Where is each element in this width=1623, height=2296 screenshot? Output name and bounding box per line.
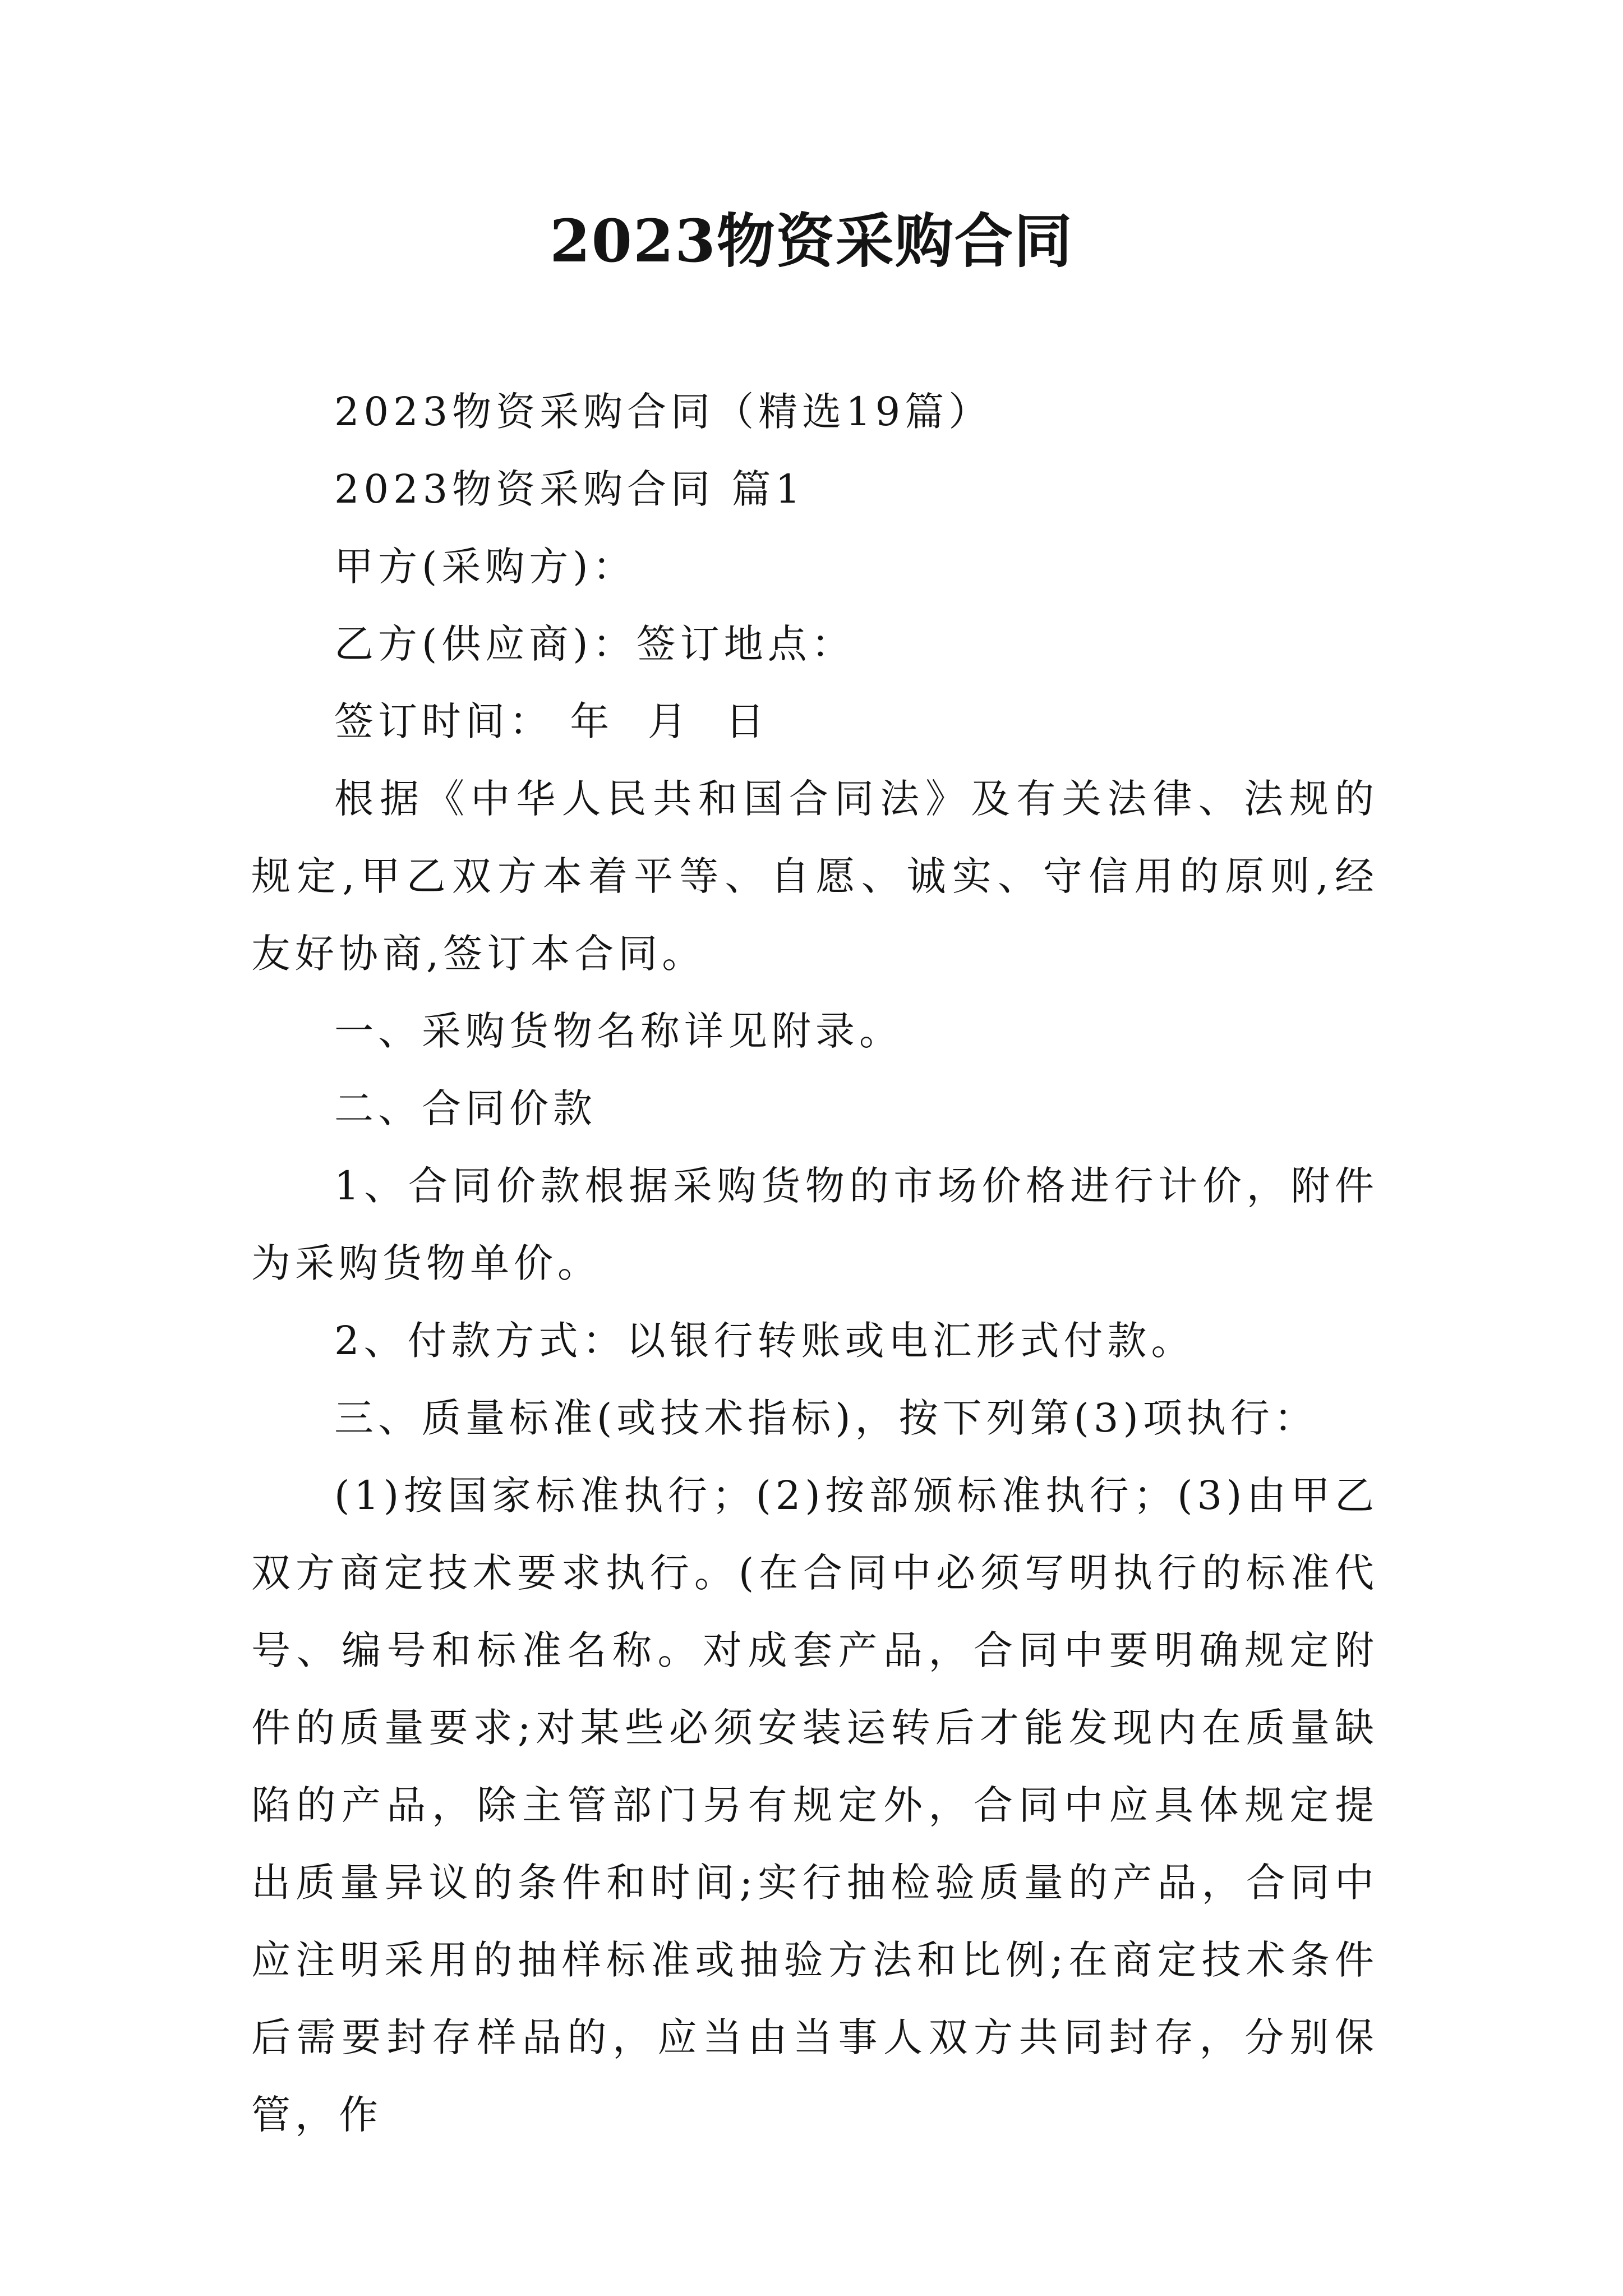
document-body — [251, 373, 1378, 2154]
paragraph-clause-2-item-2: 2、付款方式：以银行转账或电汇形式付款。 — [334, 1318, 1195, 1364]
paragraph-subtitle: 2023物资采购合同（精选19篇） — [334, 389, 993, 435]
paragraph-preamble: 根据《中华人民共和国合同法》及有关法律、法规的规定,甲乙双方本着平等、自愿、诚实、守信用的原则,经友好协商,签订本合同。 — [251, 776, 1378, 977]
paragraph-clause-2-item-1: 1、合同价款根据采购货物的市场价格进行计价，附件为采购货物单价。 — [251, 1163, 1378, 1286]
paragraph-party-b: 乙方(供应商)：签订地点： — [334, 621, 855, 667]
paragraph-clause-3-heading: 三、质量标准(或技术指标)，按下列第(3)项执行： — [334, 1395, 1318, 1441]
paragraph-section-heading: 2023物资采购合同 篇1 — [334, 466, 805, 512]
document-title: 2023物资采购合同 — [550, 206, 1073, 275]
paragraph-party-a: 甲方(采购方)： — [334, 544, 637, 590]
paragraph-clause-1: 一、采购货物名称详见附录。 — [334, 1008, 903, 1054]
paragraph-clause-3-detail: (1)按国家标准执行；(2)按部颁标准执行；(3)由甲乙双方商定技术要求执行。(在合同中必须写明执行的标准代号、编号和标准名称。对成套产品，合同中要明确规定附件的质量要求;对某些必须安装运转后才能发现内在质量缺陷的产品，除主管部门另有规定外，合同中应具体规定提出质量异议的条件和时间;实行抽检验质量的产品，合同中应注明采用的抽样标准或抽验方法和比例;在商定技术条件后需要封存样品的，应当由当事人双方共同封存，分别保管，作 — [251, 1473, 1378, 2138]
paragraph-clause-2-heading: 二、合同价款 — [334, 1085, 597, 1131]
paragraph-sign-date: 签订时间： 年 月 日 — [334, 698, 769, 744]
